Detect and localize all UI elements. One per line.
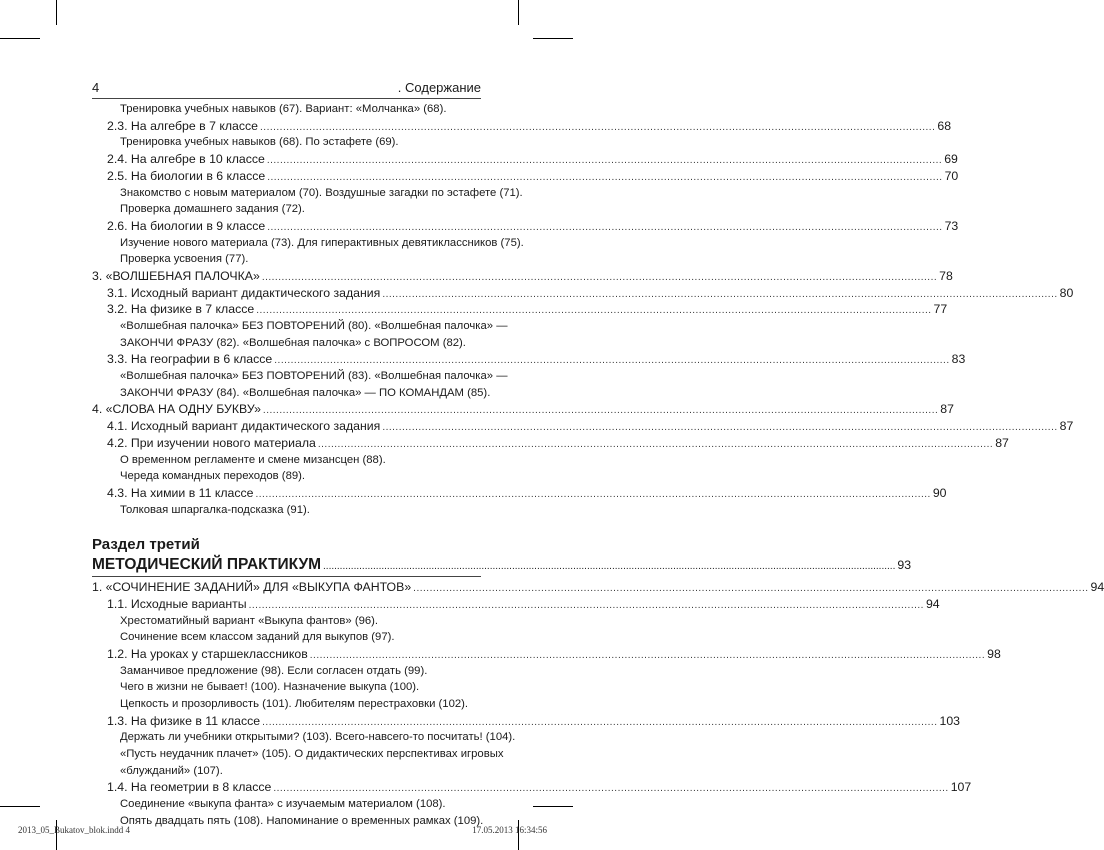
page-ref: 94 xyxy=(1090,580,1104,595)
page-ref: 80 xyxy=(1059,285,1074,300)
toc-entry[interactable] xyxy=(92,401,954,418)
leader-dots xyxy=(256,487,931,504)
table-of-contents xyxy=(92,101,1104,829)
crop-mark xyxy=(518,0,519,25)
leader-dots xyxy=(318,437,993,454)
print-timestamp: 17.05.2013 16:34:56 xyxy=(472,825,547,835)
toc-entry-title: 1.2. На уроках у старшеклассников xyxy=(107,647,308,662)
toc-entry-description: Проверка усвоения (77). xyxy=(120,253,249,266)
page-ref: 103 xyxy=(939,713,961,728)
running-head: . Содержание xyxy=(397,80,481,95)
toc-entry-description: ЗАКОНЧИ ФРАЗУ (82). «Волшебная палочка» с ВОПРОСОМ (82). xyxy=(120,336,466,349)
toc-entry-description: Держать ли учебники открытыми? (103). Всего-навсего-то посчитать! (104). xyxy=(120,731,516,744)
header-rule xyxy=(92,98,481,99)
page-ref: 78 xyxy=(939,268,953,283)
leader-dots xyxy=(382,420,1057,437)
toc-entry[interactable] xyxy=(92,301,948,318)
page-ref: 87 xyxy=(995,435,1009,450)
toc-entry-title: 4.3. На химии в 11 классе xyxy=(107,485,254,500)
crop-mark xyxy=(0,806,40,807)
page-ref: 69 xyxy=(944,151,958,166)
crop-mark xyxy=(56,0,57,25)
toc-entry[interactable] xyxy=(92,118,952,135)
toc-entry-title: 3.3. На географии в 6 классе xyxy=(107,352,273,367)
leader-dots xyxy=(413,581,1088,598)
page-ref: 87 xyxy=(1059,419,1074,434)
toc-entry-description: Череда командных переходов (89). xyxy=(120,470,306,483)
crop-mark xyxy=(0,38,40,39)
toc-entry-description: Тренировка учебных навыков (68). По эстафете (69). xyxy=(120,136,399,149)
toc-entry[interactable] xyxy=(92,218,959,235)
page-ref: 94 xyxy=(925,597,940,612)
toc-entry[interactable] xyxy=(92,779,972,796)
toc-entry[interactable] xyxy=(92,485,947,502)
section-label: Раздел третий xyxy=(92,536,200,554)
toc-entry-description: Знакомство с новым материалом (70). Воздушные загадки по эстафете (71). xyxy=(120,186,523,199)
toc-entry-title: 3.2. На физике в 7 классе xyxy=(107,302,255,317)
toc-entry[interactable] xyxy=(92,351,966,368)
page-ref: 68 xyxy=(937,118,952,133)
toc-entry-description: Изучение нового материала (73). Для гиперактивных девятиклассников (75). xyxy=(120,236,524,249)
toc-entry-title: 3.1. Исходный вариант дидактического задания xyxy=(107,285,381,300)
toc-entry[interactable] xyxy=(92,268,953,285)
toc-entry-title: 4. «СЛОВА НА ОДНУ БУКВУ» xyxy=(92,402,261,417)
leader-dots xyxy=(323,556,895,577)
toc-section-heading[interactable] xyxy=(92,554,912,575)
page-number: 4 xyxy=(92,80,100,95)
crop-mark xyxy=(533,806,573,807)
toc-section-3-list xyxy=(92,579,1104,829)
toc-entry-title: 1.3. На физике в 11 классе xyxy=(107,713,261,728)
toc-entry-description: ЗАКОНЧИ ФРАЗУ (84). «Волшебная палочка» — ПО КОМАНДАМ (85). xyxy=(120,386,491,399)
toc-entry-description: Толковая шпаргалка-подсказка (91). xyxy=(120,503,310,516)
toc-entry-title: 4.2. При изучении нового материала xyxy=(107,435,316,450)
toc-entry-title: 1.4. На геометрии в 8 классе xyxy=(107,780,272,795)
page-ref: 98 xyxy=(987,647,1001,662)
page-ref: 93 xyxy=(897,558,912,573)
toc-entry-title: 1.1. Исходные варианты xyxy=(107,597,247,612)
toc-entry-title: 1. «СОЧИНЕНИЕ ЗАДАНИЙ» ДЛЯ «ВЫКУПА ФАНТОВ» xyxy=(92,580,412,595)
toc-entry-description: Заманчивое предложение (98). Если согласен отдать (99). xyxy=(120,664,428,677)
toc-entry-description: Соединение «выкупа фанта» с изучаемым материалом (108). xyxy=(120,798,446,811)
toc-entry[interactable] xyxy=(92,579,1104,596)
toc-entry-title: 2.6. На биологии в 9 классе xyxy=(107,218,266,233)
page-ref: 70 xyxy=(944,168,959,183)
toc-entry[interactable] xyxy=(92,713,961,730)
page-ref: 77 xyxy=(933,302,948,317)
leader-dots xyxy=(267,153,942,170)
page-ref: 87 xyxy=(940,402,954,417)
toc-entry[interactable] xyxy=(92,646,1001,663)
toc-entry-title: 2.4. На алгебре в 10 классе xyxy=(107,151,265,166)
toc-entry-title: 2.5. На биологии в 6 классе xyxy=(107,168,266,183)
toc-entry-title: 4.1. Исходный вариант дидактического задания xyxy=(107,419,381,434)
page-ref: 107 xyxy=(950,780,972,795)
page-ref: 83 xyxy=(951,352,966,367)
crop-mark xyxy=(533,38,573,39)
toc-entry-description: «блужданий» (107). xyxy=(120,764,223,777)
print-file-slug: 2013_05_Bukatov_blok.indd 4 xyxy=(18,825,130,835)
toc-entry[interactable] xyxy=(92,168,959,185)
toc-entry-description: Цепкость и прозорливость (101). Любителям перестраховки (102). xyxy=(120,698,469,711)
toc-entry-description: О временном регламенте и смене мизансцен (88). xyxy=(120,453,386,466)
toc-entry-title: 3. «ВОЛШЕБНАЯ ПАЛОЧКА» xyxy=(92,268,260,283)
toc-entry-description: Проверка домашнего задания (72). xyxy=(120,203,305,216)
section-title: МЕТОДИЧЕСКИЙ ПРАКТИКУМ xyxy=(92,556,322,574)
toc-entry-description: Тренировка учебных навыков (67). Вариант: «Молчанка» (68). xyxy=(120,103,447,115)
toc-entry-title: 2.3. На алгебре в 7 классе xyxy=(107,118,259,133)
toc-entry-description: «Волшебная палочка» БЕЗ ПОВТОРЕНИЙ (80). «Волшебная палочка» — xyxy=(120,320,508,333)
toc-entry-description: Чего в жизни не бывает! (100). Назначение выкупа (100). xyxy=(120,681,420,694)
leader-dots xyxy=(382,287,1057,304)
toc-section-2-list xyxy=(92,101,1074,518)
toc-entry-description: «Пусть неудачник плачет» (105). О дидактических перспективах игровых xyxy=(120,748,504,761)
toc-entry-description: Хрестоматийный вариант «Выкупа фантов» (96). xyxy=(120,614,379,627)
toc-entry[interactable] xyxy=(92,285,1074,302)
page-ref: 73 xyxy=(944,218,959,233)
toc-entry-description: «Волшебная палочка» БЕЗ ПОВТОРЕНИЙ (83). «Волшебная палочка» — xyxy=(120,370,508,383)
toc-entry[interactable] xyxy=(92,151,958,168)
toc-entry-description: Опять двадцать пять (108). Напоминание о временных рамках (109). xyxy=(120,814,484,827)
toc-entry[interactable] xyxy=(92,418,1074,435)
page-ref: 90 xyxy=(932,485,947,500)
toc-entry-description: Сочинение всем классом заданий для выкупов (97). xyxy=(120,631,395,644)
toc-entry[interactable] xyxy=(92,435,1009,452)
toc-entry[interactable] xyxy=(92,596,940,613)
